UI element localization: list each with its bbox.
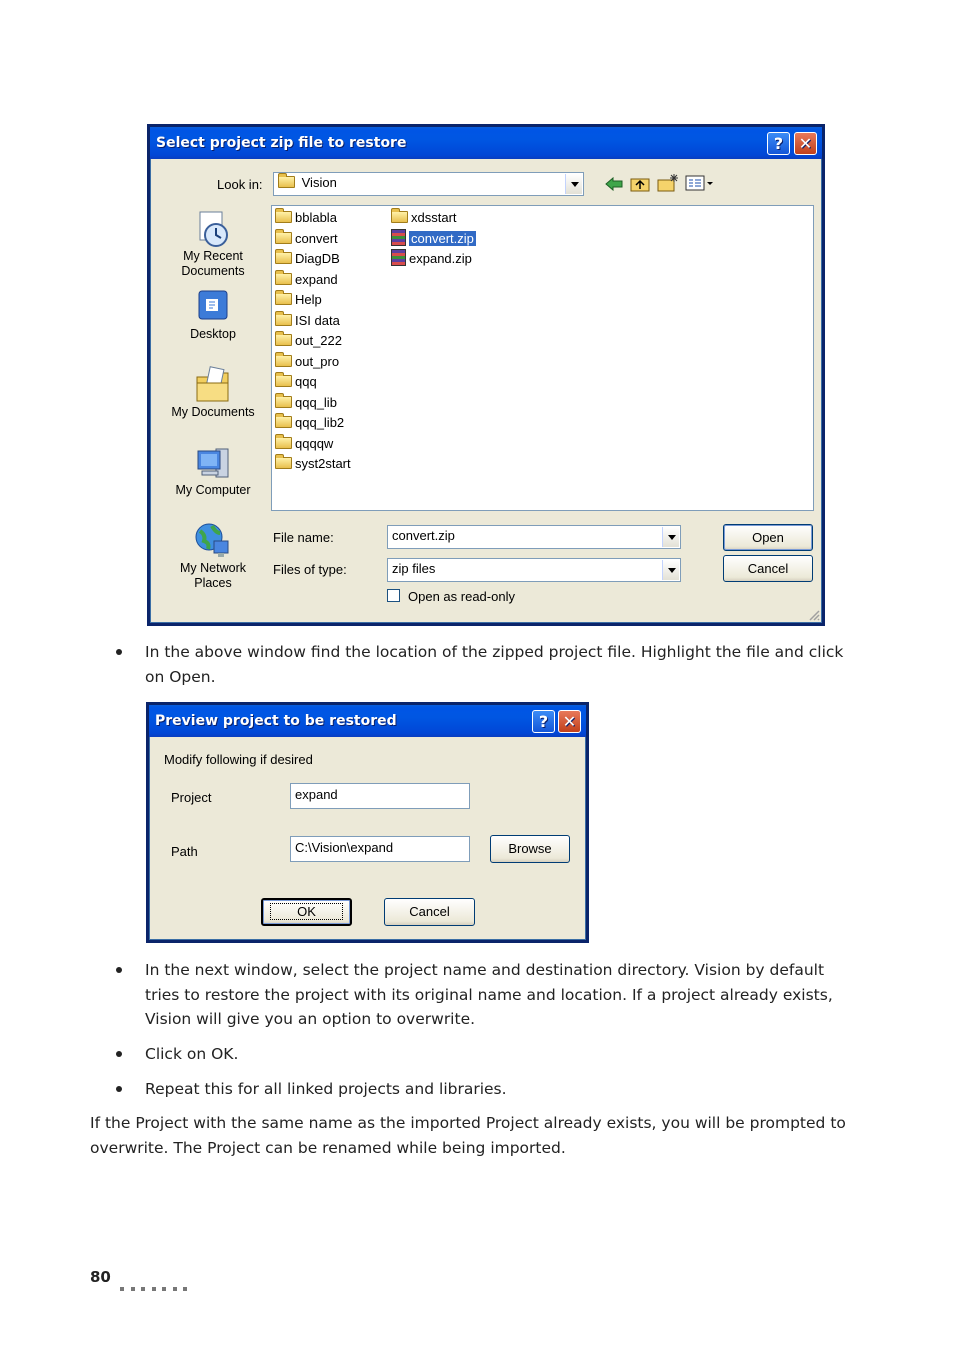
file-name-label: File name:: [273, 530, 334, 545]
instruction-text-4: Repeat this for all linked projects and libraries.: [145, 1080, 507, 1098]
preview-project-dialog: [146, 702, 589, 943]
my-documents-icon: [194, 365, 232, 405]
browse-button[interactable]: [490, 835, 570, 863]
project-label: Project: [171, 790, 212, 805]
folder-icon: [278, 176, 295, 188]
list-item[interactable]: [275, 352, 339, 372]
new-folder-icon[interactable]: [657, 173, 679, 192]
folder-icon: [275, 375, 292, 387]
network-places-icon: [194, 521, 232, 561]
list-item[interactable]: [275, 229, 338, 249]
item-name: out_222: [295, 333, 342, 348]
files-of-type-select[interactable]: [387, 558, 681, 582]
read-only-checkbox[interactable]: [387, 589, 400, 602]
help-button[interactable]: ?: [532, 710, 555, 733]
place-my-computer[interactable]: [165, 443, 261, 498]
list-item[interactable]: [275, 454, 351, 474]
item-name: convert.zip: [411, 230, 474, 246]
place-label: My Documents: [171, 405, 255, 419]
bullet-dot: [116, 649, 122, 655]
project-name-value: expand: [295, 787, 338, 802]
place-desktop[interactable]: [165, 287, 261, 342]
page-number: 80: [90, 1268, 111, 1286]
zip-archive-icon: [391, 249, 406, 266]
open-button[interactable]: [723, 524, 813, 551]
chevron-down-icon[interactable]: [662, 560, 679, 580]
view-menu-icon[interactable]: [685, 175, 715, 191]
list-item[interactable]: [275, 393, 337, 413]
my-computer-icon: [194, 443, 232, 483]
place-my-recent-documents[interactable]: [165, 209, 261, 279]
path-label: Path: [171, 844, 198, 859]
item-name: qqq_lib2: [295, 415, 345, 430]
chevron-down-icon[interactable]: [565, 174, 582, 194]
folder-icon: [391, 211, 408, 223]
cancel-button[interactable]: [384, 898, 475, 926]
resize-grip-icon[interactable]: [808, 609, 820, 621]
files-of-type-label: Files of type:: [273, 562, 347, 577]
folder-icon: [275, 437, 292, 449]
file-list[interactable]: [271, 205, 814, 511]
cancel-button-label: Cancel: [747, 561, 789, 576]
page-dots-decoration: [120, 1276, 194, 1295]
bullet-dot: [116, 1086, 122, 1092]
list-item-selected[interactable]: [391, 229, 476, 249]
item-name: expand.zip: [409, 251, 472, 266]
list-item[interactable]: [275, 434, 333, 454]
body-paragraph: If the Project with the same name as the imported Project already exists, you will be prompted to overwrite. The Project can be renamed while being imported.: [90, 1114, 846, 1157]
cancel-button-label: Cancel: [409, 904, 450, 919]
instruction-text-1: In the above window find the location of the zipped project file. Highlight the file and click on Open.: [145, 643, 844, 686]
folder-icon: [275, 293, 292, 305]
list-item[interactable]: [275, 311, 340, 331]
instruction-label: Modify following if desired: [164, 752, 313, 767]
path-input[interactable]: [290, 836, 470, 862]
instruction-text-3: Click on OK.: [145, 1045, 239, 1063]
list-item[interactable]: [275, 290, 322, 310]
item-name: qqq_lib: [295, 394, 337, 410]
ok-button[interactable]: [261, 898, 352, 926]
list-item[interactable]: [275, 270, 338, 290]
item-name: syst2start: [295, 456, 351, 471]
cancel-button[interactable]: [723, 555, 813, 582]
recent-documents-icon: [194, 209, 232, 249]
item-name: out_pro: [295, 353, 340, 369]
list-item[interactable]: [275, 331, 342, 351]
file-name-value: convert.zip: [392, 528, 455, 543]
read-only-label: Open as read-only: [408, 589, 515, 604]
item-name: bblabla: [295, 210, 337, 225]
close-button[interactable]: ✕: [558, 710, 581, 733]
dialog2-title: Preview project to be restored: [155, 713, 397, 729]
bullet-dot: [116, 1051, 122, 1057]
file-name-input[interactable]: [387, 525, 681, 549]
place-my-documents[interactable]: [165, 365, 261, 420]
item-name: qqq: [295, 374, 317, 389]
bullet-dot: [116, 967, 122, 973]
item-name: convert: [295, 230, 338, 246]
back-arrow-icon[interactable]: [605, 177, 623, 191]
look-in-value: Vision: [301, 175, 337, 190]
place-my-network-places[interactable]: [165, 521, 261, 591]
list-item[interactable]: [275, 249, 340, 269]
folder-icon: [275, 252, 292, 264]
item-name: DiagDB: [295, 251, 340, 266]
ok-button-label: OK: [270, 903, 343, 920]
item-name: ISI data: [295, 312, 340, 328]
zip-archive-icon: [391, 229, 406, 246]
folder-icon: [275, 334, 292, 346]
chevron-down-icon[interactable]: [662, 527, 679, 547]
project-name-input[interactable]: [290, 783, 470, 809]
look-in-combo[interactable]: [273, 172, 584, 196]
list-item[interactable]: [275, 208, 337, 228]
place-label: Desktop: [190, 327, 236, 341]
item-name: xdsstart: [411, 210, 457, 225]
item-name: Help: [295, 292, 322, 307]
close-button[interactable]: ✕: [794, 132, 817, 155]
dialog1-titlebar[interactable]: [150, 127, 822, 159]
help-button[interactable]: ?: [767, 132, 790, 155]
folder-icon: [275, 211, 292, 223]
folder-icon: [275, 457, 292, 469]
desktop-icon: [194, 287, 232, 327]
list-item[interactable]: [391, 249, 472, 269]
folder-icon: [275, 396, 292, 408]
browse-button-label: Browse: [508, 841, 552, 856]
path-value: C:\Vision\expand: [295, 840, 394, 855]
list-item[interactable]: [275, 372, 317, 392]
files-of-type-value: zip files: [392, 561, 436, 576]
list-item[interactable]: [275, 413, 344, 433]
place-label: My Computer: [175, 483, 251, 497]
list-item[interactable]: [391, 208, 457, 228]
instruction-text-2: In the next window, select the project name and destination directory. Vision by default tries to restore the project with its original name and location. If a project already exists, Vision will give you an option to overwrite.: [145, 961, 833, 1028]
select-project-zip-dialog: [147, 124, 825, 626]
dialog2-titlebar[interactable]: [149, 705, 586, 737]
up-folder-icon[interactable]: [630, 175, 650, 192]
folder-icon: [275, 273, 292, 285]
place-label: My Recent Documents: [181, 249, 245, 278]
look-in-label: Look in:: [217, 177, 263, 192]
folder-icon: [275, 314, 292, 326]
folder-icon: [275, 355, 292, 367]
folder-icon: [275, 416, 292, 428]
item-name: qqqqw: [295, 435, 334, 451]
open-button-label: Open: [752, 530, 784, 545]
place-label: My Network Places: [180, 561, 246, 590]
folder-icon: [275, 232, 292, 244]
item-name: expand: [295, 271, 338, 287]
dialog1-title: Select project zip file to restore: [156, 135, 407, 151]
